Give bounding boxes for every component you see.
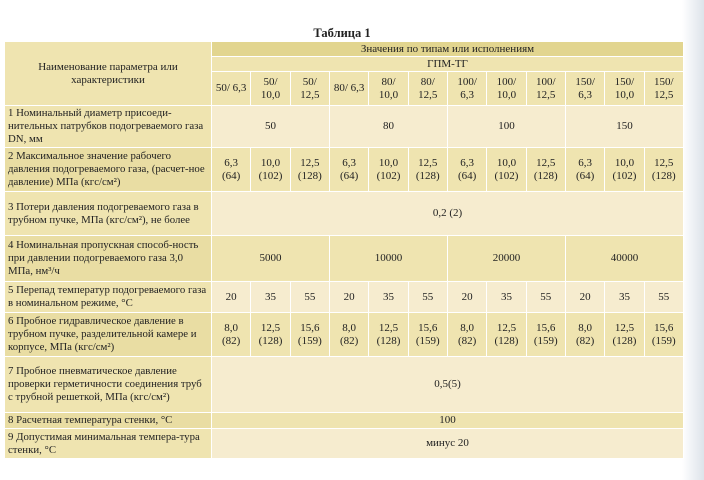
col-header: 50/ 6,3: [212, 72, 251, 106]
cell-value: 100: [212, 413, 684, 429]
cell-value: 20: [329, 282, 368, 313]
cell-value: 35: [605, 282, 644, 313]
cell-value: 8,0 (82): [212, 313, 251, 357]
cell-value: 55: [290, 282, 329, 313]
cell-value: 12,5 (128): [408, 148, 447, 192]
cell-value: 35: [369, 282, 408, 313]
cell-value: 35: [251, 282, 290, 313]
row-label: 8 Расчетная температура стенки, °С: [5, 413, 212, 429]
model-header: ГПМ-ТГ: [212, 57, 684, 72]
table-row: [5, 192, 684, 236]
cell-value: 50: [212, 106, 330, 148]
table-row: [5, 413, 684, 429]
cell-value: 8,0 (82): [447, 313, 486, 357]
cell-value: 12,5 (128): [369, 313, 408, 357]
cell-value: 0,5(5): [212, 357, 684, 413]
cell-value: 8,0 (82): [329, 313, 368, 357]
cell-value: 12,5 (128): [251, 313, 290, 357]
table-row: [5, 236, 684, 282]
table-caption: Таблица 1: [313, 26, 371, 40]
cell-value: 20000: [447, 236, 565, 282]
row-label: 6 Пробное гидравлическое давление в трубном пучке, разделительной камере и корпусе, МПа (кгс/см²): [5, 313, 212, 357]
cell-value: 35: [487, 282, 526, 313]
cell-value: 15,6 (159): [644, 313, 683, 357]
cell-value: 6,3 (64): [329, 148, 368, 192]
cell-value: 55: [526, 282, 565, 313]
cell-value: 150: [565, 106, 683, 148]
cell-value: 20: [565, 282, 604, 313]
cell-value: 12,5 (128): [644, 148, 683, 192]
col-header: 100/ 10,0: [487, 72, 526, 106]
cell-value: 15,6 (159): [408, 313, 447, 357]
cell-value: 8,0 (82): [565, 313, 604, 357]
cell-value: 0,2 (2): [212, 192, 684, 236]
cell-value: 80: [329, 106, 447, 148]
row-label: 4 Номинальная пропускная способ-ность при давлении подогреваемого газа 3,0 МПа, нм³/ч: [5, 236, 212, 282]
table-row: [5, 357, 684, 413]
cell-value: 6,3 (64): [447, 148, 486, 192]
cell-value: 12,5 (128): [605, 313, 644, 357]
cell-value: 12,5 (128): [487, 313, 526, 357]
cell-value: 100: [447, 106, 565, 148]
cell-value: 55: [644, 282, 683, 313]
cell-value: 10000: [329, 236, 447, 282]
cell-value: 5000: [212, 236, 330, 282]
table-row: [5, 429, 684, 459]
cell-value: 10,0 (102): [251, 148, 290, 192]
col-header: 150/ 10,0: [605, 72, 644, 106]
table-row: [5, 313, 684, 357]
col-header: 50/ 10,0: [251, 72, 290, 106]
row-label: 2 Максимальное значение рабочего давления подогреваемого газа, (расчет-ное давление) МПа (кгс/см²): [5, 148, 212, 192]
cell-value: 55: [408, 282, 447, 313]
col-header: 100/ 12,5: [526, 72, 565, 106]
table-row: [5, 106, 684, 148]
cell-value: минус 20: [212, 429, 684, 459]
spec-table: [4, 41, 684, 459]
col-header: 80/ 12,5: [408, 72, 447, 106]
cell-value: 15,6 (159): [526, 313, 565, 357]
cell-value: 40000: [565, 236, 683, 282]
values-header: Значения по типам или исполнениям: [212, 42, 684, 57]
table-row: [5, 148, 684, 192]
cell-value: 20: [212, 282, 251, 313]
col-header: 100/ 6,3: [447, 72, 486, 106]
cell-value: 15,6 (159): [290, 313, 329, 357]
col-header: 80/ 6,3: [329, 72, 368, 106]
cell-value: 12,5 (128): [290, 148, 329, 192]
col-header: 80/ 10,0: [369, 72, 408, 106]
col-header: 50/ 12,5: [290, 72, 329, 106]
col-header: 150/ 6,3: [565, 72, 604, 106]
cell-value: 6,3 (64): [565, 148, 604, 192]
param-header: Наименование параметра или характеристики: [5, 42, 212, 106]
col-header: 150/ 12,5: [644, 72, 683, 106]
row-label: 9 Допустимая минимальная темпера-тура стенки, °С: [5, 429, 212, 459]
table-row: [5, 282, 684, 313]
row-label: 3 Потери давления подогреваемого газа в трубном пучке, МПа (кгс/см²), не более: [5, 192, 212, 236]
row-label: 1 Номинальный диаметр присоеди-нительных патрубков подогреваемого газа DN, мм: [5, 106, 212, 148]
cell-value: 20: [447, 282, 486, 313]
page-edge-shade: [682, 0, 704, 480]
row-label: 7 Пробное пневматическое давление проверки герметичности соединения труб с трубной решеткой, МПа (кгс/см²): [5, 357, 212, 413]
cell-value: 6,3 (64): [212, 148, 251, 192]
cell-value: 10,0 (102): [369, 148, 408, 192]
cell-value: 10,0 (102): [605, 148, 644, 192]
row-label: 5 Перепад температур подогреваемого газа в номинальном режиме, °С: [5, 282, 212, 313]
cell-value: 10,0 (102): [487, 148, 526, 192]
cell-value: 12,5 (128): [526, 148, 565, 192]
